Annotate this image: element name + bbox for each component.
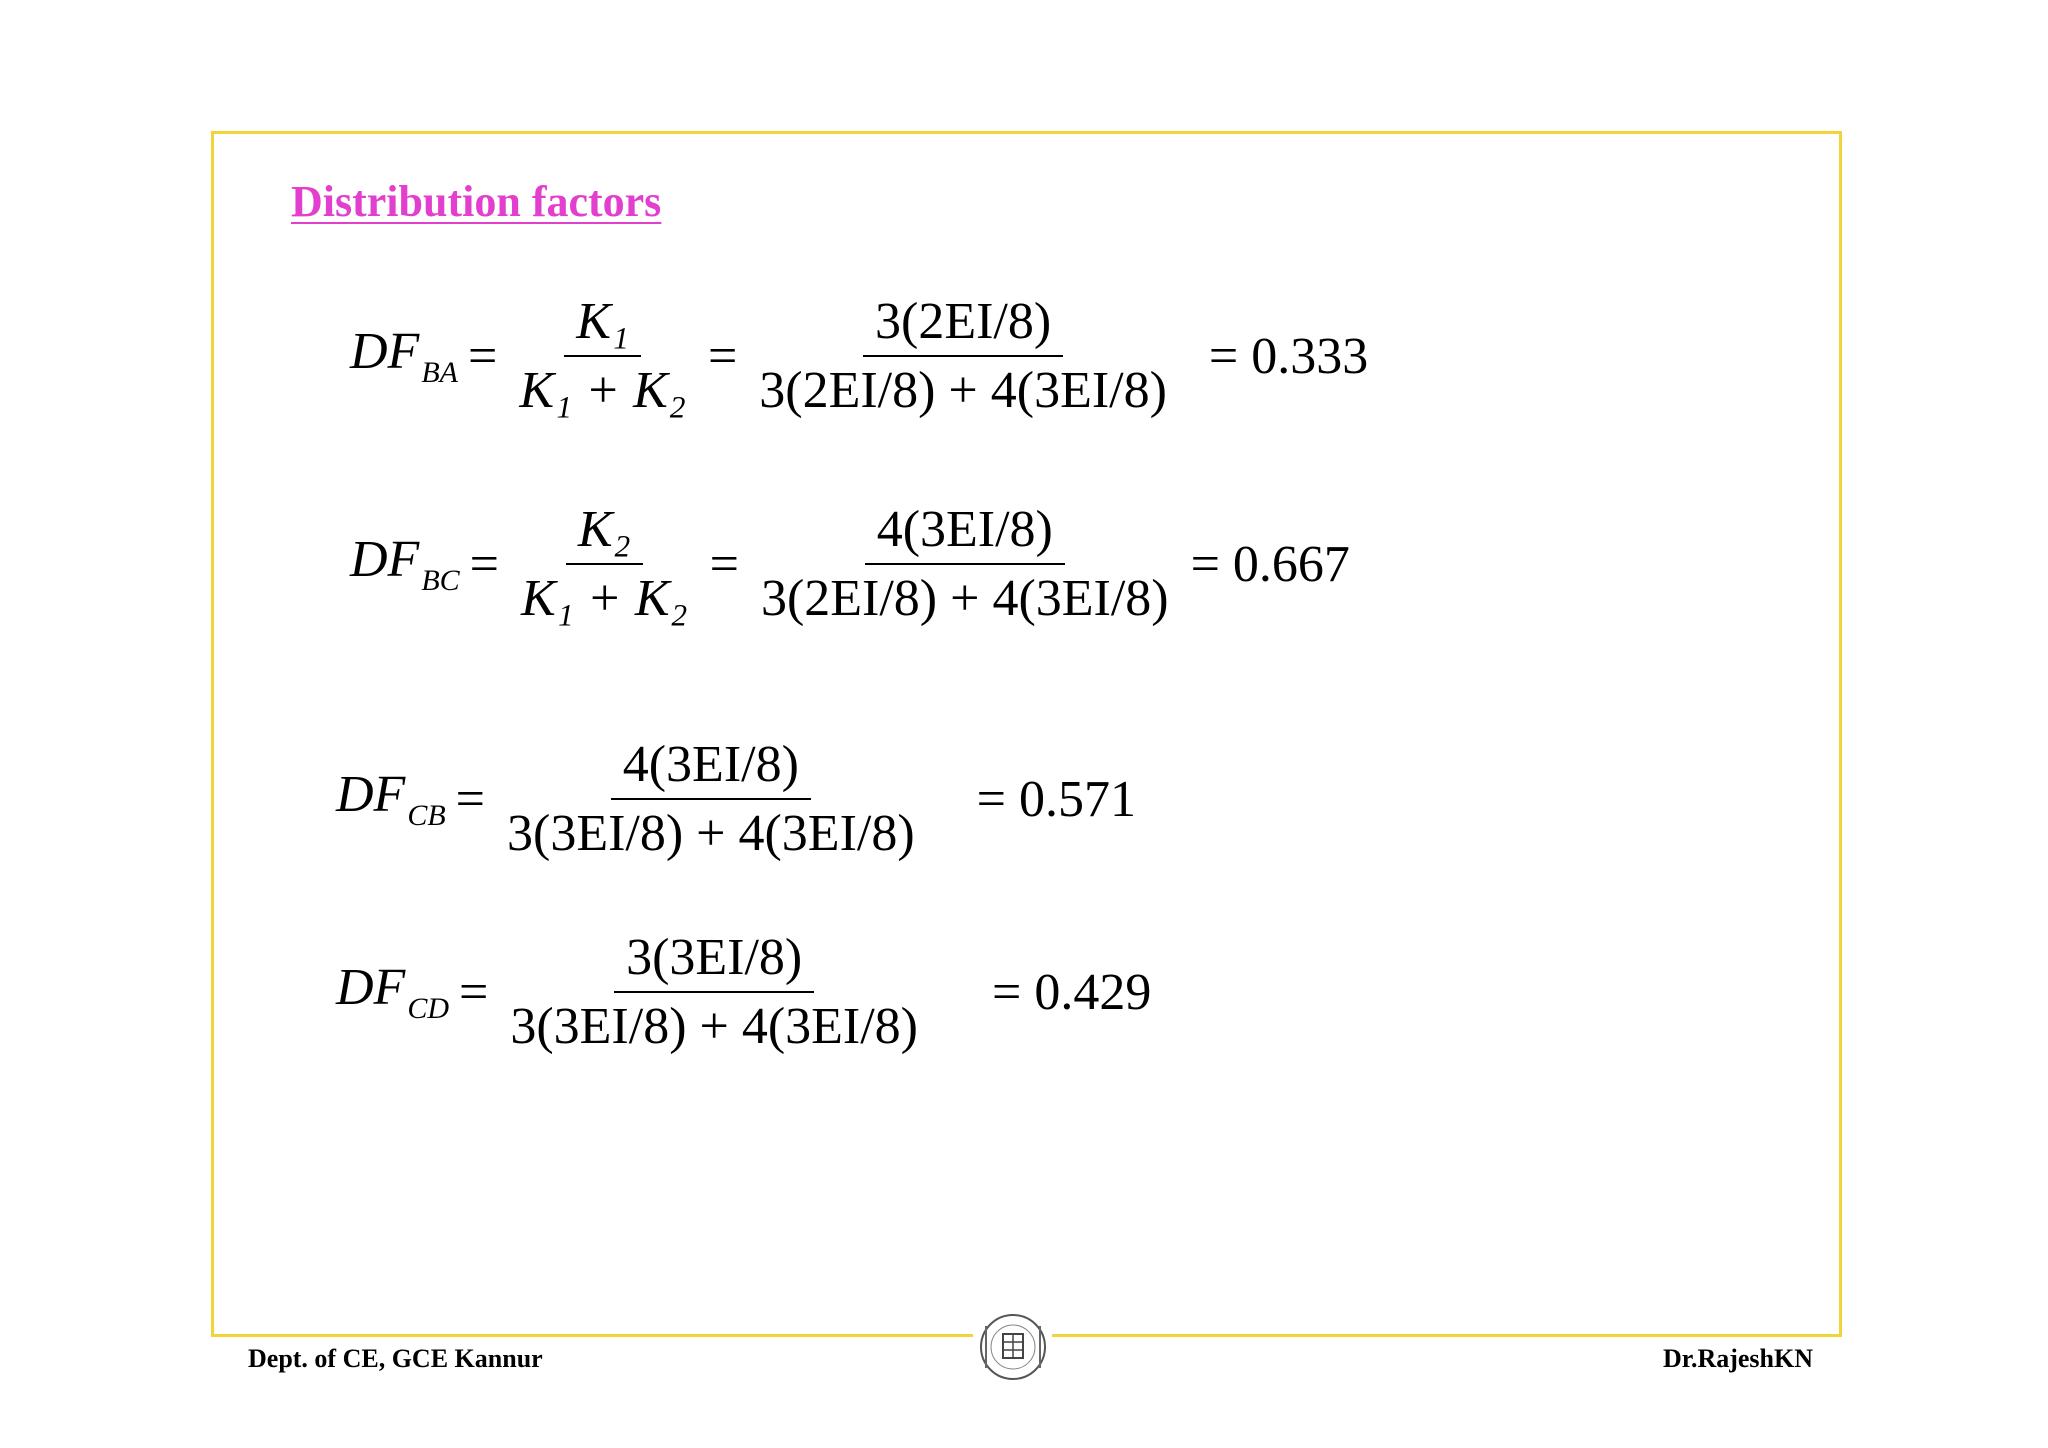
equation-lhs: $DF_{BA}$: [350, 323, 458, 389]
frame-bottom-line-right: [1052, 1334, 1842, 1337]
footer-department: Dept. of CE, GCE Kannur: [248, 1344, 543, 1373]
equation-result: = 0.429: [992, 963, 1152, 1021]
college-emblem-icon: [978, 1312, 1048, 1382]
fraction-stiffness: $\frac{\text{K₂}}{\text{K₁ + K₂}}$: [521, 501, 688, 627]
equation-df-cd: $DF_{CD}$ = $\frac{3(3EI/8)}{3(3EI/8) + 4(3EI/8)}$ = 0.429: [336, 929, 1152, 1055]
equation-lhs: $DF_{CD}$: [336, 959, 450, 1025]
fraction-values: $\frac{3(3EI/8)}{3(3EI/8) + 4(3EI/8)}$: [510, 929, 918, 1055]
footer-author: Dr.RajeshKN: [1663, 1344, 1813, 1373]
fraction-values: $\frac{4(3EI/8)}{3(2EI/8) + 4(3EI/8)}$: [760, 501, 1169, 627]
fraction-stiffness: $\frac{\text{K₁}}{\text{K₁ + K₂}}$: [519, 293, 686, 419]
fraction-values: $\frac{3(2EI/8)}{3(2EI/8) + 4(3EI/8)}$: [759, 293, 1167, 419]
equation-result: = 0.333: [1208, 327, 1369, 385]
equation-df-ba: $DF_{BA}$ = $\frac{\text{K₁}}{\text{K₁ + K₂}}$ = $\frac{3(2EI/8)}{3(2EI/8) + 4(3EI/8)}$ = 0.333: [350, 293, 1369, 419]
equation-lhs: $DF_{CB}$: [336, 766, 446, 832]
fraction-values: $\frac{4(3EI/8)}{3(3EI/8) + 4(3EI/8)}$: [507, 736, 915, 862]
slide-title: Distribution factors: [291, 177, 662, 226]
frame-bottom-line-left: [211, 1334, 973, 1337]
equation-lhs: $DF_{BC}$: [350, 531, 460, 597]
equation-df-cb: $DF_{CB}$ = $\frac{4(3EI/8)}{3(3EI/8) + 4(3EI/8)}$ = 0.571: [336, 736, 1136, 862]
equation-result: = 0.667: [1190, 535, 1350, 593]
equation-result: = 0.571: [976, 770, 1136, 828]
equation-df-bc: $DF_{BC}$ = $\frac{\text{K₂}}{\text{K₁ + K₂}}$ = $\frac{4(3EI/8)}{3(2EI/8) + 4(3EI/8)}$ = 0.667: [350, 501, 1350, 627]
